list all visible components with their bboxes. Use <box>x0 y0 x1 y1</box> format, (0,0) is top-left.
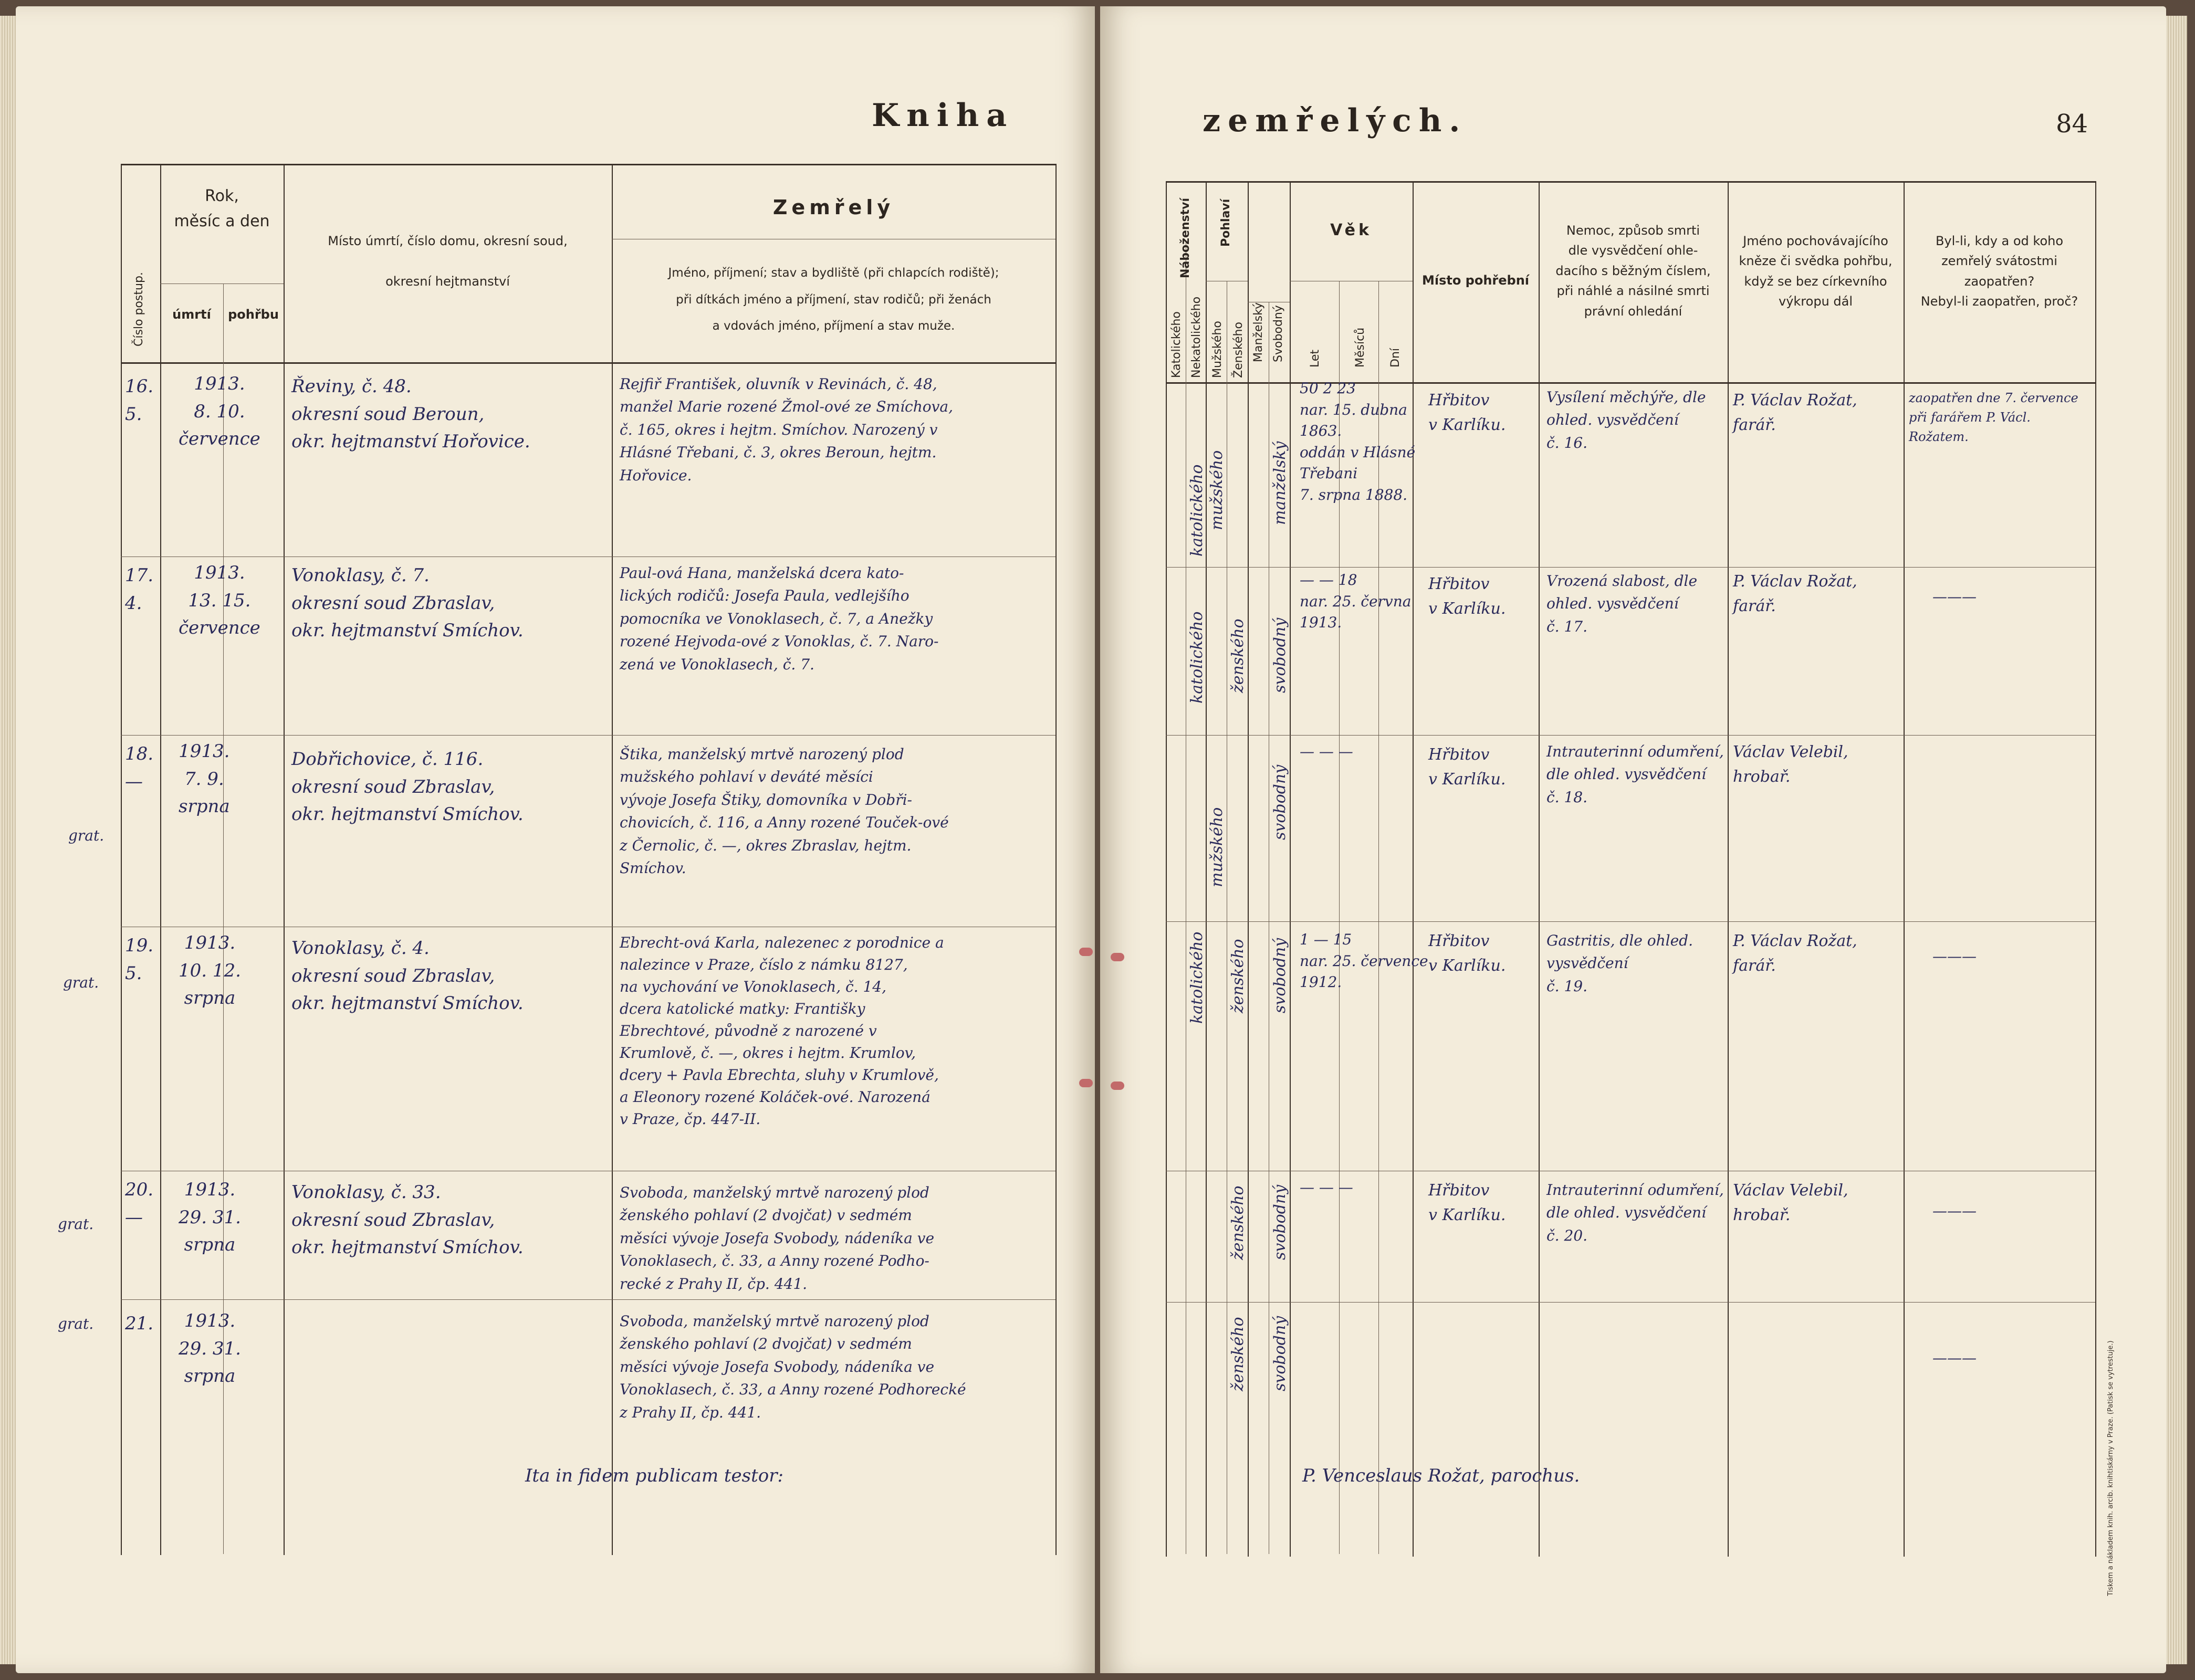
entry-nemoc: Intrauterinní odumření, dle ohled. vysvědčení č. 18. <box>1546 743 1724 806</box>
closing-left: Ita in fidem publicam testor: <box>525 1465 783 1486</box>
header-dni: Dní <box>1389 348 1402 368</box>
entry-rok: 1913. 13. 15. července <box>179 562 260 639</box>
header-manzelsky: Manželský <box>1252 302 1265 362</box>
entry-nabozenstvi: katolického <box>1188 611 1206 704</box>
entry-stav: manželský <box>1271 441 1289 525</box>
entry-margin-note: grat. <box>58 1315 94 1332</box>
header-nekatolickeho: Nekatolického <box>1190 296 1203 378</box>
entry-nabozenstvi: katolického <box>1188 464 1206 556</box>
binding-stitch <box>1079 948 1093 956</box>
header-zemrely: Zemřelý <box>772 196 895 219</box>
binding-stitch <box>1111 1082 1124 1090</box>
entry-knez: Václav Velebil, hrobař. <box>1733 1181 1848 1224</box>
header-pohrbu: pohřbu <box>228 307 279 322</box>
entry-misto: Vonoklasy, č. 4. okresní soud Zbraslav, okr. hejtmanství Smíchov. <box>291 938 524 1014</box>
header-let: Let <box>1309 349 1322 368</box>
entry-stav: svobodný <box>1271 764 1289 840</box>
entry-nemoc: Gastritis, dle ohled. vysvědčení č. 19. <box>1546 932 1693 995</box>
entry-rok: 1913. 29. 31. srpna <box>179 1179 241 1256</box>
entry-misto-pohrbu: Hřbitov v Karlíku. <box>1428 1181 1506 1224</box>
entry-misto: Dobřichovice, č. 116. okresní soud Zbraslav, okr. hejtmanství Smíchov. <box>291 749 524 825</box>
entry-nabozenstvi: katolického <box>1188 931 1206 1024</box>
entry-stav: svobodný <box>1271 617 1289 693</box>
header-muzskeho: Mužského <box>1211 321 1224 378</box>
entry-stav: svobodný <box>1271 938 1289 1013</box>
entry-cislo: 17. 4. <box>125 565 154 614</box>
entry-rok: 1913. 7. 9. srpna <box>179 741 230 817</box>
header-rok: Rok, měsíc a den <box>174 187 270 230</box>
entry-misto-pohrbu: Hřbitov v Karlíku. <box>1428 746 1506 789</box>
entry-svatosti: ——— <box>1932 588 1977 605</box>
entry-margin-note: grat. <box>58 1215 94 1233</box>
entry-svatosti: ——— <box>1932 948 1977 965</box>
header-vek: Věk <box>1330 221 1372 239</box>
entry-zemrely: Ebrecht-ová Karla, nalezenec z porodnice a nalezince v Praze, číslo z námku 8127, na vychování ve Vonoklasech, č. 14, dcera katolické matky: Františky Ebrechtové, původně z narozené v Krumlově, č. —, okres i hejtm. Krumlov, dcery + Pavla Ebrechta, sluhy v Krumlově, a Eleonory rozené Koláček-ové. Narozená v Praze, čp. 447-II. <box>620 934 944 1128</box>
entry-svatosti: zaopatřen dne 7. července při farářem P. Václ. Rožatem. <box>1909 391 2078 445</box>
entry-misto: Vonoklasy, č. 33. okresní soud Zbraslav, okr. hejtmanství Smíchov. <box>291 1182 524 1258</box>
header-nemoc: Nemoc, způsob smrti dle vysvědčení ohle- dacího s běžným číslem, při náhlé a násilné smrti právní ohledání <box>1555 223 1711 319</box>
page-number: 84 <box>2056 109 2088 139</box>
entry-zemrely: Paul-ová Hana, manželská dcera kato- lických rodičů: Josefa Paula, vedlejšího pomocníka ve Vonoklasech, č. 7, a Anežky rozené Hejvoda-ové z Vonoklas, č. 7. Naro- zená ve Vonoklasech, č. 7. <box>620 564 939 673</box>
header-misto-umrti: Místo úmrtí, číslo domu, okresní soud, okresní hejtmanství <box>328 234 568 289</box>
entry-vek: — — — <box>1300 743 1353 760</box>
entry-zemrely: Štika, manželský mrtvě narozený plod mužského pohlaví v deváté měsíci vývoje Josefa Štiky, domovníka v Dobři- chovicích, č. 116, a Anny rozené Touček-ové z Černolic, č. —, okres Zbraslav, hejtm. Smíchov. <box>620 746 949 877</box>
entry-pohlavi: ženského <box>1229 1185 1247 1260</box>
entry-vek: 1 — 15 nar. 25. července 1912. <box>1300 931 1428 991</box>
entry-misto: Řeviny, č. 48. okresní soud Beroun, okr. hejtmanství Hořovice. <box>291 376 530 453</box>
header-svatosti: Byl-li, kdy a od koho zemřelý svátostmi zaopatřen? Nebyl-li zaopatřen, proč? <box>1920 234 2078 309</box>
entry-nemoc: Vysílení měchýře, dle ohled. vysvědčení č. 16. <box>1546 388 1706 452</box>
entry-stav: svobodný <box>1271 1316 1289 1391</box>
entry-cislo: 20. — <box>125 1179 154 1228</box>
header-svobodny: Svobodný <box>1272 305 1285 362</box>
header-kneze: Jméno pochovávajícího kněze či svědka pohřbu, když se bez církevního výkropu dál <box>1739 234 1893 309</box>
entry-pohlavi: ženského <box>1229 939 1247 1013</box>
entry-pohlavi: ženského <box>1229 1317 1247 1391</box>
entry-cislo: 18. — <box>125 743 154 792</box>
header-zemrely-desc: Jméno, příjmení; stav a bydliště (při chlapcích rodiště); při dítkách jméno a příjmení, stav rodičů; při ženách a vdovách jméno, příjmení a stav muže. <box>668 266 999 333</box>
title-right: zemřelých. <box>1203 102 1468 139</box>
entry-knez: P. Václav Rožat, farář. <box>1733 932 1857 975</box>
header-nabozenstvi: Náboženství <box>1179 197 1192 278</box>
entry-misto-pohrbu: Hřbitov v Karlíku. <box>1428 932 1506 975</box>
entry-nemoc: Intrauterinní odumření, dle ohled. vysvědčení č. 20. <box>1546 1181 1724 1244</box>
header-cislo: Číslo postup. <box>132 272 145 346</box>
entry-pohlavi: mužského <box>1208 450 1226 530</box>
header-pohlavi: Pohlaví <box>1219 198 1232 247</box>
header-zenskeho: Ženského <box>1232 322 1245 378</box>
entry-cislo: 16. 5. <box>125 376 154 425</box>
entry-zemrely: Svoboda, manželský mrtvě narozený plod ženského pohlaví (2 dvojčat) v sedmém měsíci vývoje Josefa Svobody, nádeníka ve Vonoklasech, č. 33, a Anny rozené Podho- recké z Prahy II, čp. 441. <box>620 1184 935 1293</box>
entry-cislo: 19. 5. <box>125 935 154 984</box>
entry-misto: Vonoklasy, č. 7. okresní soud Zbraslav, okr. hejtmanství Smíchov. <box>291 565 524 642</box>
entry-zemrely: Rejfiř František, oluvník v Revinách, č. 48, manžel Marie rozené Žmol-ové ze Smíchova, č. 165, okres i hejtm. Smíchov. Narozený v Hlásné Třebani, č. 3, okres Beroun, hejtm. Hořovice. <box>620 375 954 484</box>
entry-vek: 50 2 23 nar. 15. dubna 1863. oddán v Hlásné Třebani 7. srpna 1888. <box>1300 380 1416 503</box>
printer-note: Tiskem a nákladem knih. arcib. knihtiskárny v Praze. (Patisk se vytrestuje.) <box>2107 1340 2115 1596</box>
entry-zemrely: Svoboda, manželský mrtvě narozený plod ženského pohlaví (2 dvojčat) v sedmém měsíci vývoje Josefa Svobody, nádeníka ve Vonoklasech, č. 33, a Anny rozené Podhorecké z Prahy II, čp. 441. <box>620 1312 966 1421</box>
entry-cislo: 21. <box>125 1313 154 1334</box>
header-umrti: úmrtí <box>172 307 211 322</box>
entry-vek: — — — <box>1300 1179 1353 1196</box>
title-left: Kniha <box>872 97 1015 134</box>
binding-stitch <box>1111 953 1124 961</box>
entry-knez: Václav Velebil, hrobař. <box>1733 743 1848 786</box>
entry-misto-pohrbu: Hřbitov v Karlíku. <box>1428 575 1506 618</box>
entry-margin-note: grat. <box>68 827 104 844</box>
entry-margin-note: grat. <box>63 974 99 991</box>
page-edges-right <box>2166 16 2187 1664</box>
header-katolickeho: Katolického <box>1170 311 1183 378</box>
entry-svatosti: ——— <box>1932 1349 1977 1367</box>
closing-right: P. Venceslaus Rožat, parochus. <box>1302 1465 1580 1486</box>
entry-pohlavi: mužského <box>1208 807 1226 887</box>
entry-misto-pohrbu: Hřbitov v Karlíku. <box>1428 391 1506 434</box>
binding-stitch <box>1079 1079 1093 1087</box>
header-mesicu: Měsíců <box>1354 327 1367 368</box>
entry-svatosti: ——— <box>1932 1202 1977 1220</box>
entry-knez: P. Václav Rožat, farář. <box>1733 391 1857 434</box>
entry-rok: 1913. 10. 12. srpna <box>179 932 241 1009</box>
entry-rok: 1913. 8. 10. července <box>179 373 260 450</box>
entry-stav: svobodný <box>1271 1184 1289 1260</box>
entry-vek: — — 18 nar. 25. června 1913. <box>1300 571 1412 632</box>
entry-rok: 1913. 29. 31. srpna <box>179 1310 241 1387</box>
entry-nemoc: Vrozená slabost, dle ohled. vysvědčení č. 17. <box>1546 572 1698 635</box>
entry-pohlavi: ženského <box>1229 618 1247 693</box>
entry-knez: P. Václav Rožat, farář. <box>1733 572 1857 615</box>
header-misto-pohrbu: Místo pohřební <box>1421 273 1530 288</box>
